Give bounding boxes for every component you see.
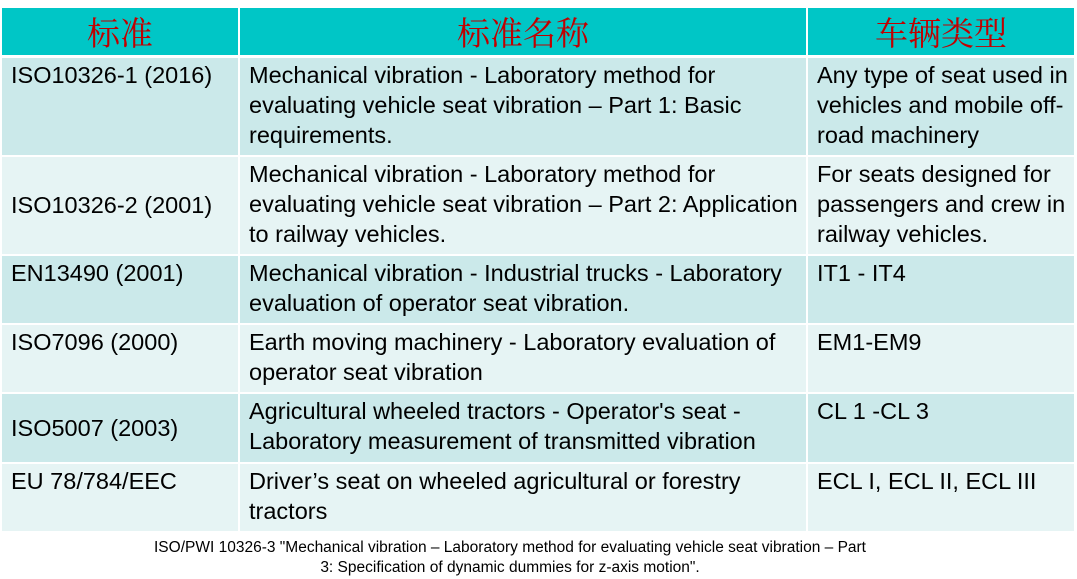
- footnote-line-2: 3: Specification of dynamic dummies for z-axis motion".: [320, 559, 700, 576]
- table-row: [2, 324, 1075, 393]
- cell-standard: ISO10326-1 (2016): [2, 57, 239, 156]
- cell-name: Mechanical vibration - Laboratory method for evaluating vehicle seat vibration – Part 2: Application to railway vehicles.: [239, 156, 807, 255]
- table-row: [2, 255, 1075, 324]
- table-row: [2, 463, 1075, 532]
- cell-vehicle: EM1-EM9: [807, 324, 1075, 393]
- header-standard-name: 标准名称: [239, 8, 807, 57]
- table-row: [2, 57, 1075, 156]
- cell-standard: EN13490 (2001): [2, 255, 239, 324]
- cell-name: Agricultural wheeled tractors - Operator's seat - Laboratory measurement of transmitted vibration: [239, 393, 807, 463]
- cell-vehicle: Any type of seat used in vehicles and mobile off-road machinery: [807, 57, 1075, 156]
- cell-standard: ISO7096 (2000): [2, 324, 239, 393]
- cell-standard: ISO10326-2 (2001): [2, 156, 239, 255]
- table-row: [2, 393, 1075, 463]
- cell-name: Mechanical vibration - Industrial trucks - Laboratory evaluation of operator seat vibration.: [239, 255, 807, 324]
- cell-vehicle: For seats designed for passengers and crew in railway vehicles.: [807, 156, 1075, 255]
- cell-standard: ISO5007 (2003): [2, 393, 239, 463]
- cell-standard: EU 78/784/EEC: [2, 463, 239, 532]
- footnote-line-1: ISO/PWI 10326-3 "Mechanical vibration – Laboratory method for evaluating vehicle seat vibration – Part: [154, 539, 866, 556]
- header-vehicle-type: 车辆类型: [807, 8, 1075, 57]
- table-row: [2, 156, 1075, 255]
- standards-table: [2, 8, 1076, 533]
- cell-vehicle: CL 1 -CL 3: [807, 393, 1075, 463]
- cell-name: Driver’s seat on wheeled agricultural or forestry tractors: [239, 463, 807, 532]
- cell-vehicle: ECL I, ECL II, ECL III: [807, 463, 1075, 532]
- table-header-row: [2, 8, 1075, 57]
- footnote: [80, 538, 940, 578]
- cell-name: Mechanical vibration - Laboratory method for evaluating vehicle seat vibration – Part 1: Basic requirements.: [239, 57, 807, 156]
- header-standard: 标准: [2, 8, 239, 57]
- cell-vehicle: IT1 - IT4: [807, 255, 1075, 324]
- cell-name: Earth moving machinery - Laboratory evaluation of operator seat vibration: [239, 324, 807, 393]
